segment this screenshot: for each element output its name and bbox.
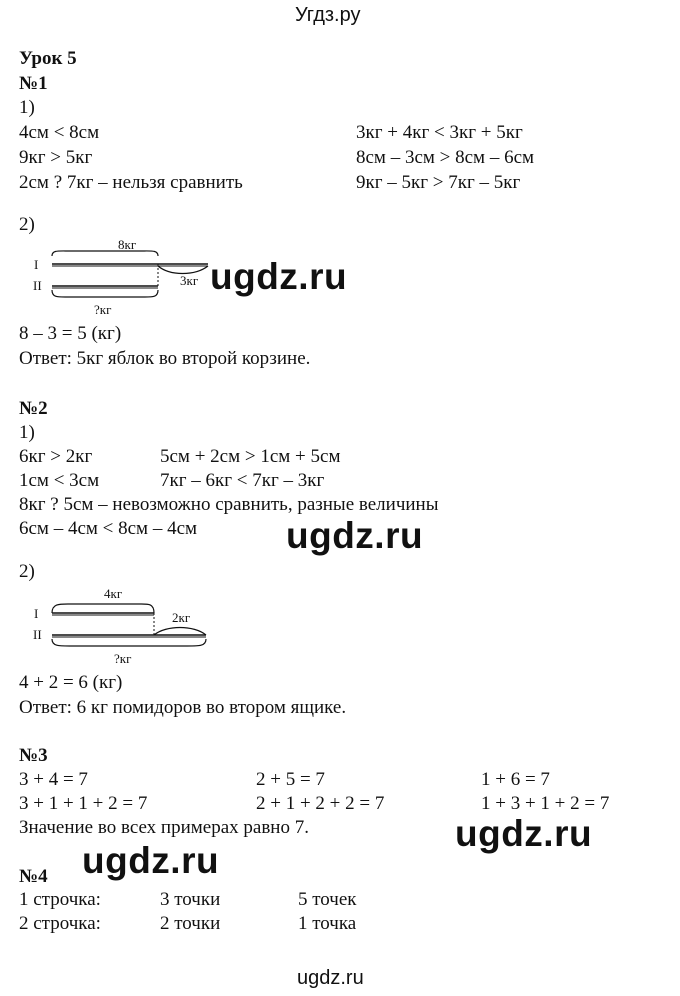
task2-part1-label: 1) xyxy=(19,422,35,443)
diagram1-diff-label: 3кг xyxy=(180,273,199,288)
watermark-4: ugdz.ru xyxy=(82,840,220,881)
task2-number: №2 xyxy=(19,398,48,419)
watermark-3: ugdz.ru xyxy=(455,813,593,854)
diagram1-top-brace xyxy=(52,251,158,256)
watermark-1: ugdz.ru xyxy=(210,256,348,297)
site-header: Угдз.ру xyxy=(295,4,361,26)
task1-right-2: 8см – 3см > 8см – 6см xyxy=(356,147,535,168)
task4-row2-col3: 1 точка xyxy=(298,913,357,934)
site-footer: ugdz.ru xyxy=(297,967,364,989)
task2-answer: Ответ: 6 кг помидоров во втором ящике. xyxy=(19,697,347,718)
task3-row2-col3: 1 + 3 + 1 + 2 = 7 xyxy=(481,793,610,814)
task2-row4: 6см – 4см < 8см – 4см xyxy=(19,518,198,539)
task3-row1-col3: 1 + 6 = 7 xyxy=(481,769,550,790)
task2-row1-right: 5см + 2см > 1см + 5см xyxy=(160,446,341,467)
diagram2-top-label: 4кг xyxy=(104,586,123,601)
diagram1-bottom-label: ?кг xyxy=(94,302,112,317)
task1-right-3: 9кг – 5кг > 7кг – 5кг xyxy=(356,172,521,193)
task2-diagram xyxy=(30,585,220,669)
task1-left-1: 4см < 8см xyxy=(19,122,100,143)
diagram2-bottom-label: ?кг xyxy=(114,651,132,666)
task2-part2-label: 2) xyxy=(19,561,35,582)
task4-row1-col3: 5 точек xyxy=(298,889,357,910)
task2-row2-right: 7кг – 6кг < 7кг – 3кг xyxy=(160,470,325,491)
diagram2-row1-label: I xyxy=(34,606,39,621)
task3-number: №3 xyxy=(19,745,48,766)
lesson-title: Урок 5 xyxy=(19,48,77,69)
task3-row2-col1: 3 + 1 + 1 + 2 = 7 xyxy=(19,793,148,814)
task2-solution: 4 + 2 = 6 (кг) xyxy=(19,672,123,693)
task1-right-1: 3кг + 4кг < 3кг + 5кг xyxy=(356,122,523,143)
diagram2-diff-brace xyxy=(154,628,206,636)
diagram1-bottom-brace xyxy=(52,290,158,297)
diagram1-row2-label: II xyxy=(33,278,42,293)
task4-row2-col2: 2 точки xyxy=(160,913,221,934)
diagram2-bottom-brace xyxy=(52,639,206,646)
task1-number: №1 xyxy=(19,73,48,94)
task1-left-3: 2см ? 7кг – нельзя сравнить xyxy=(19,172,243,193)
task2-row3: 8кг ? 5см – невозможно сравнить, разные величины xyxy=(19,494,439,515)
task1-answer: Ответ: 5кг яблок во второй корзине. xyxy=(19,348,311,369)
diagram1-row1-label: I xyxy=(34,257,39,272)
task3-row1-col1: 3 + 4 = 7 xyxy=(19,769,88,790)
task3-row1-col2: 2 + 5 = 7 xyxy=(256,769,325,790)
diagram1-top-label: 8кг xyxy=(118,237,137,252)
task1-left-2: 9кг > 5кг xyxy=(19,147,93,168)
diagram2-diff-label: 2кг xyxy=(172,610,191,625)
task3-row2-col2: 2 + 1 + 2 + 2 = 7 xyxy=(256,793,385,814)
task4-number: №4 xyxy=(19,866,48,887)
task1-part2-label: 2) xyxy=(19,214,35,235)
task3-conclusion: Значение во всех примерах равно 7. xyxy=(19,817,309,838)
task4-row1-col1: 1 строчка: xyxy=(19,889,101,910)
task4-row1-col2: 3 точки xyxy=(160,889,221,910)
diagram2-row2-label: II xyxy=(33,627,42,642)
task4-row2-col1: 2 строчка: xyxy=(19,913,101,934)
task1-solution: 8 – 3 = 5 (кг) xyxy=(19,323,122,344)
task2-row2-left: 1см < 3см xyxy=(19,470,100,491)
task2-row1-left: 6кг > 2кг xyxy=(19,446,93,467)
task1-diagram xyxy=(30,236,220,320)
diagram2-top-brace xyxy=(52,604,154,613)
task1-part1-label: 1) xyxy=(19,97,35,118)
watermark-2: ugdz.ru xyxy=(286,515,424,556)
